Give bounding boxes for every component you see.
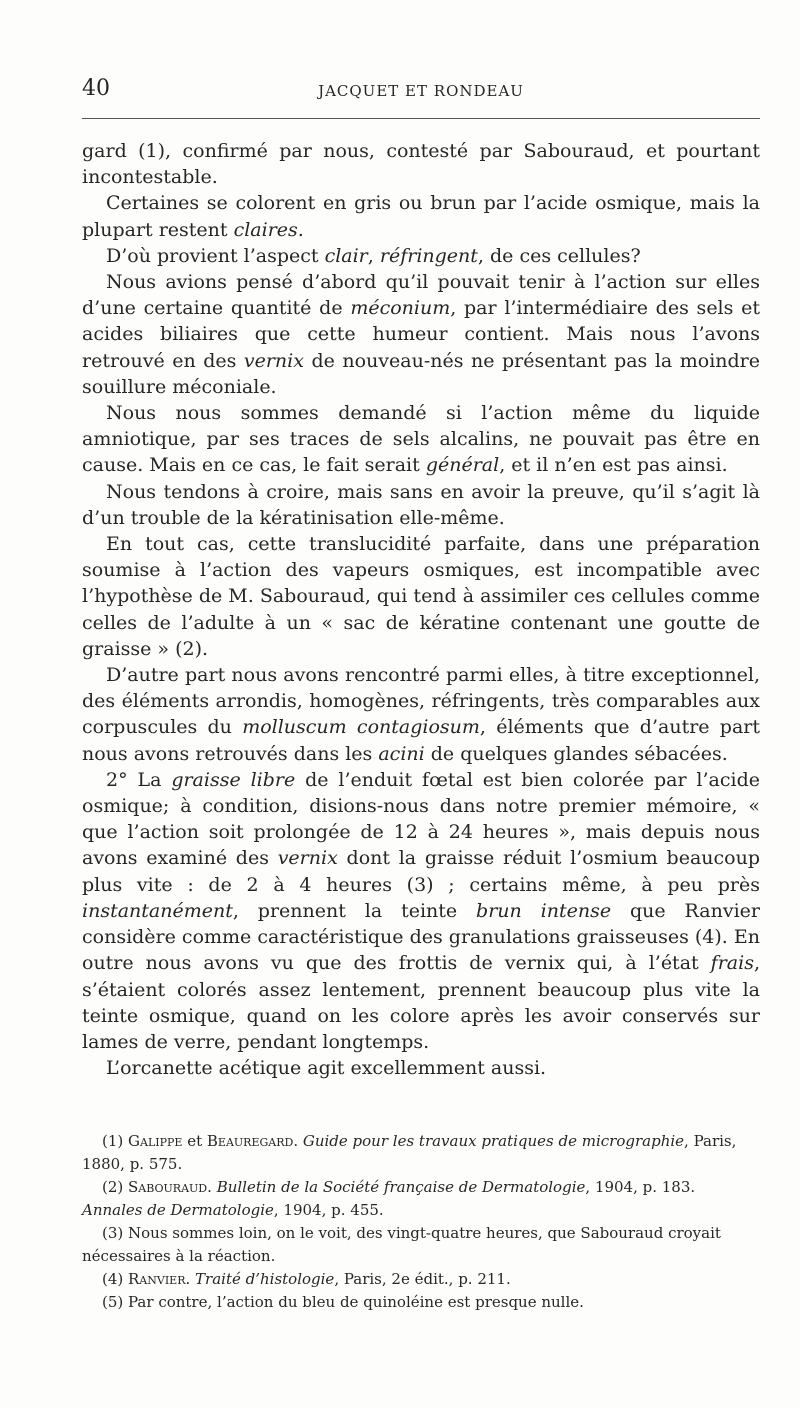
text-run: D’où provient l’aspect <box>106 244 325 267</box>
italic-text: vernix <box>277 847 338 870</box>
text-run: D’autre part nous avons rencontré parmi elles, à titre exceptionnel, des éléments arrondis, homogènes, réfringents, très comparables aux corpuscules du <box>82 664 760 739</box>
text-run: , s’étaient colorés assez lentement, prennent beaucoup plus vite la teinte osmique, quand on les colore après les avoir conservés sur lames de verre, pendant longtemps. <box>82 952 760 1053</box>
text-run: Nous tendons à croire, mais sans en avoir la preuve, qu’il s’agit là d’un trouble de la kératinisation elle-même. <box>82 480 760 529</box>
footnote-5 <box>82 1291 760 1314</box>
text-run: , de ces cellules? <box>477 244 641 267</box>
text-run: , 1904, p. 183. <box>585 1178 696 1196</box>
text-run: de nouveau-nés ne présentant pas la moindre souillure méconiale. <box>82 349 760 398</box>
text-run: , Paris, 1880, p. 575. <box>82 1132 737 1173</box>
text-run: Certaines se colorent en gris ou brun par l’acide osmique, mais la plupart restent <box>82 192 760 241</box>
italic-text: Annales de Dermatologie <box>82 1201 274 1219</box>
text-run: En tout cas, cette translucidité parfaite, dans une préparation soumise à l’action des vapeurs osmiques, est incompatible avec l’hypothèse de M. Sabouraud, qui tend à assimiler ces cellules comme celles de l’adulte à un « sac de kératine contenant une goutte de graisse » (2). <box>82 533 760 660</box>
footnote-1 <box>82 1130 760 1176</box>
text-run: Nous avions pensé d’abord qu’il pouvait tenir à l’action sur elles d’une certaine quantité de <box>82 271 760 320</box>
author-name: Beauregard <box>206 1132 294 1150</box>
italic-text: instantanément <box>82 899 233 922</box>
header-rule <box>82 118 760 119</box>
text-run: , prennent la teinte <box>232 899 477 922</box>
text-run: . <box>207 1178 217 1196</box>
text-run: . <box>185 1270 196 1288</box>
italic-text: frais <box>710 952 754 975</box>
text-run: . <box>297 218 304 241</box>
italic-text: méconium <box>350 297 451 320</box>
running-head: JACQUET ET RONDEAU <box>318 82 524 100</box>
paragraph-8 <box>82 662 760 767</box>
text-run: dont la graisse réduit l’osmium beaucoup plus vite : de 2 à 4 heures (3) ; certains même, à peu près <box>82 847 760 896</box>
italic-text: acini <box>378 742 425 765</box>
text-run: , Paris, 2e édit., p. 211. <box>334 1270 511 1288</box>
text-run: L’orcanette acétique agit excellemment aussi. <box>106 1057 547 1080</box>
text-run: (5) Par contre, l’action du bleu de quinoléine est presque nulle. <box>102 1293 584 1311</box>
text-run: , et il n’en est pas ainsi. <box>499 454 728 477</box>
italic-text: vernix <box>243 349 304 372</box>
text-run: , par l’intermédiaire des sels et acides biliaires que cette humeur contient. Mais nous l’avons retrouvé en des <box>82 297 760 372</box>
author-name: Galippe <box>128 1132 183 1150</box>
italic-text: brun intense <box>476 899 612 922</box>
page-header <box>82 76 760 108</box>
text-run: (2) <box>102 1178 129 1196</box>
text-run: de quelques glandes sébacées. <box>424 742 728 765</box>
paragraph-6 <box>82 479 760 531</box>
text-run: (3) Nous sommes loin, on le voit, des vingt-quatre heures, que Sabouraud croyait nécessaires à la réaction. <box>82 1224 721 1265</box>
italic-text: clair <box>324 244 368 267</box>
text-run: , <box>367 244 380 267</box>
text-run: (1) <box>102 1132 129 1150</box>
paragraph-3 <box>82 243 760 269</box>
italic-text: graisse libre <box>171 768 296 791</box>
text-run: , 1904, p. 455. <box>273 1201 384 1219</box>
page-number: 40 <box>82 76 110 101</box>
footnote-4 <box>82 1268 760 1291</box>
italic-text: Guide pour les travaux pratiques de micrographie <box>302 1132 685 1150</box>
paragraph-7 <box>82 531 760 662</box>
text-run: (4) <box>102 1270 129 1288</box>
text-run: . <box>293 1132 303 1150</box>
footnote-3 <box>82 1222 760 1268</box>
footnote-2 <box>82 1176 760 1222</box>
italic-text: molluscum contagiosum <box>242 716 480 739</box>
paragraph-9 <box>82 767 760 1055</box>
paragraph-2 <box>82 190 760 242</box>
text-run: Nous nous sommes demandé si l’action même du liquide amniotique, par ses traces de sels alcalins, ne pouvait pas être en cause. Mais en ce cas, le fait serait <box>82 402 760 477</box>
text-run: de l’enduit fœtal est bien colorée par l’acide osmique; à condition, disions-nous dans notre premier mémoire, « que l’action soit prolongée de 12 à 24 heures », mais depuis nous avons examiné des <box>82 768 760 870</box>
italic-text: Traité d’histologie <box>195 1270 335 1288</box>
italic-text: Bulletin de la Société française de Dermatologie <box>216 1178 586 1196</box>
text-run: que Ranvier considère comme caractéristique des granulations graisseuses (4). En outre nous avons vu que des frottis de vernix qui, à l’état <box>82 899 760 975</box>
text-run: et <box>182 1132 207 1150</box>
italic-text: claires <box>233 218 298 241</box>
paragraph-1 <box>82 138 760 190</box>
text-run: gard (1), confirmé par nous, contesté par Sabouraud, et pourtant incontestable. <box>82 140 760 189</box>
footnotes <box>82 1130 760 1314</box>
paragraph-10 <box>82 1055 760 1081</box>
paragraph-4 <box>82 269 760 400</box>
body-text <box>82 138 760 1081</box>
text-run: 2° La <box>106 768 172 791</box>
italic-text: général <box>425 454 500 477</box>
italic-text: réfringent <box>379 244 478 267</box>
author-name: Sabouraud <box>128 1178 208 1196</box>
text-run: , éléments que d’autre part nous avons retrouvés dans les <box>82 716 760 765</box>
paragraph-5 <box>82 400 760 479</box>
author-name: Ranvier <box>128 1270 186 1288</box>
